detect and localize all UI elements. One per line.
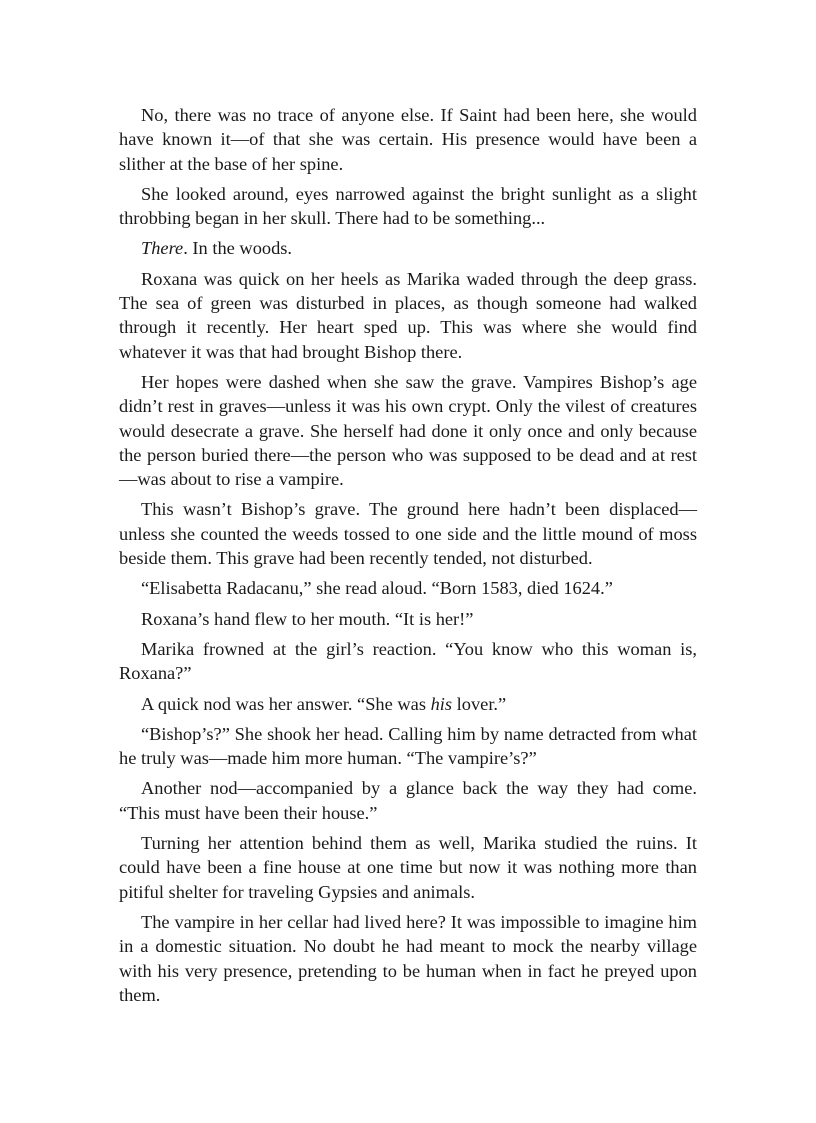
paragraph-11: “Bishop’s?” She shook her head. Calling him by name detracted from what he truly was—made him more human. “The vampire’s?” bbox=[119, 723, 697, 769]
paragraph-8: Roxana’s hand flew to her mouth. “It is her!” bbox=[141, 608, 474, 629]
emphasis-his: his bbox=[430, 693, 453, 714]
paragraph-10-before: A quick nod was her answer. “She was bbox=[141, 693, 431, 714]
paragraph-2: She looked around, eyes narrowed against the bright sunlight as a slight throbbing began in her skull. There had to be something... bbox=[119, 183, 697, 229]
paragraph-13: Turning her attention behind them as well, Marika studied the ruins. It could have been a fine house at one time but now it was nothing more than pitiful shelter for traveling Gypsies and animals. bbox=[119, 833, 697, 902]
paragraph-9: Marika frowned at the girl’s reaction. “You know who this woman is, Roxana?” bbox=[119, 638, 697, 684]
paragraph-14: The vampire in her cellar had lived here? It was impossible to imagine him in a domestic situation. No doubt he had meant to mock the nearby village with his very presence, pretending to be human when in fact he preyed upon them. bbox=[119, 911, 697, 1005]
paragraph-4: Roxana was quick on her heels as Marika waded through the deep grass. The sea of green was disturbed in places, as though someone had walked through it recently. Her heart sped up. This was where she would find whatever it was that had brought Bishop there. bbox=[119, 268, 697, 362]
paragraph-5: Her hopes were dashed when she saw the grave. Vampires Bishop’s age didn’t rest in graves—unless it was his own crypt. Only the vilest of creatures would desecrate a grave. She herself had done it only once and only because the person buried there—the person who was supposed to be dead and at rest—was about to rise a vampire. bbox=[119, 371, 697, 490]
paragraph-10 bbox=[119, 692, 697, 716]
paragraph-3-rest: . In the woods. bbox=[183, 238, 293, 259]
emphasis-there: There bbox=[141, 238, 184, 259]
paragraph-6: This wasn’t Bishop’s grave. The ground here hadn’t been displaced—unless she counted the weeds tossed to one side and the little mound of moss beside them. This grave had been recently tended, not disturbed. bbox=[119, 499, 697, 569]
paragraph-1: No, there was no trace of anyone else. If Saint had been here, she would have known it—of that she was certain. His presence would have been a slither at the base of her spine. bbox=[119, 105, 697, 174]
paragraph-10-after: lover.” bbox=[452, 693, 507, 714]
book-page-body bbox=[119, 103, 697, 1013]
paragraph-7: “Elisabetta Radacanu,” she read aloud. “Born 1583, died 1624.” bbox=[141, 578, 613, 599]
paragraph-3 bbox=[119, 236, 697, 260]
paragraph-12: Another nod—accompanied by a glance back the way they had come. “This must have been their house.” bbox=[119, 778, 697, 823]
